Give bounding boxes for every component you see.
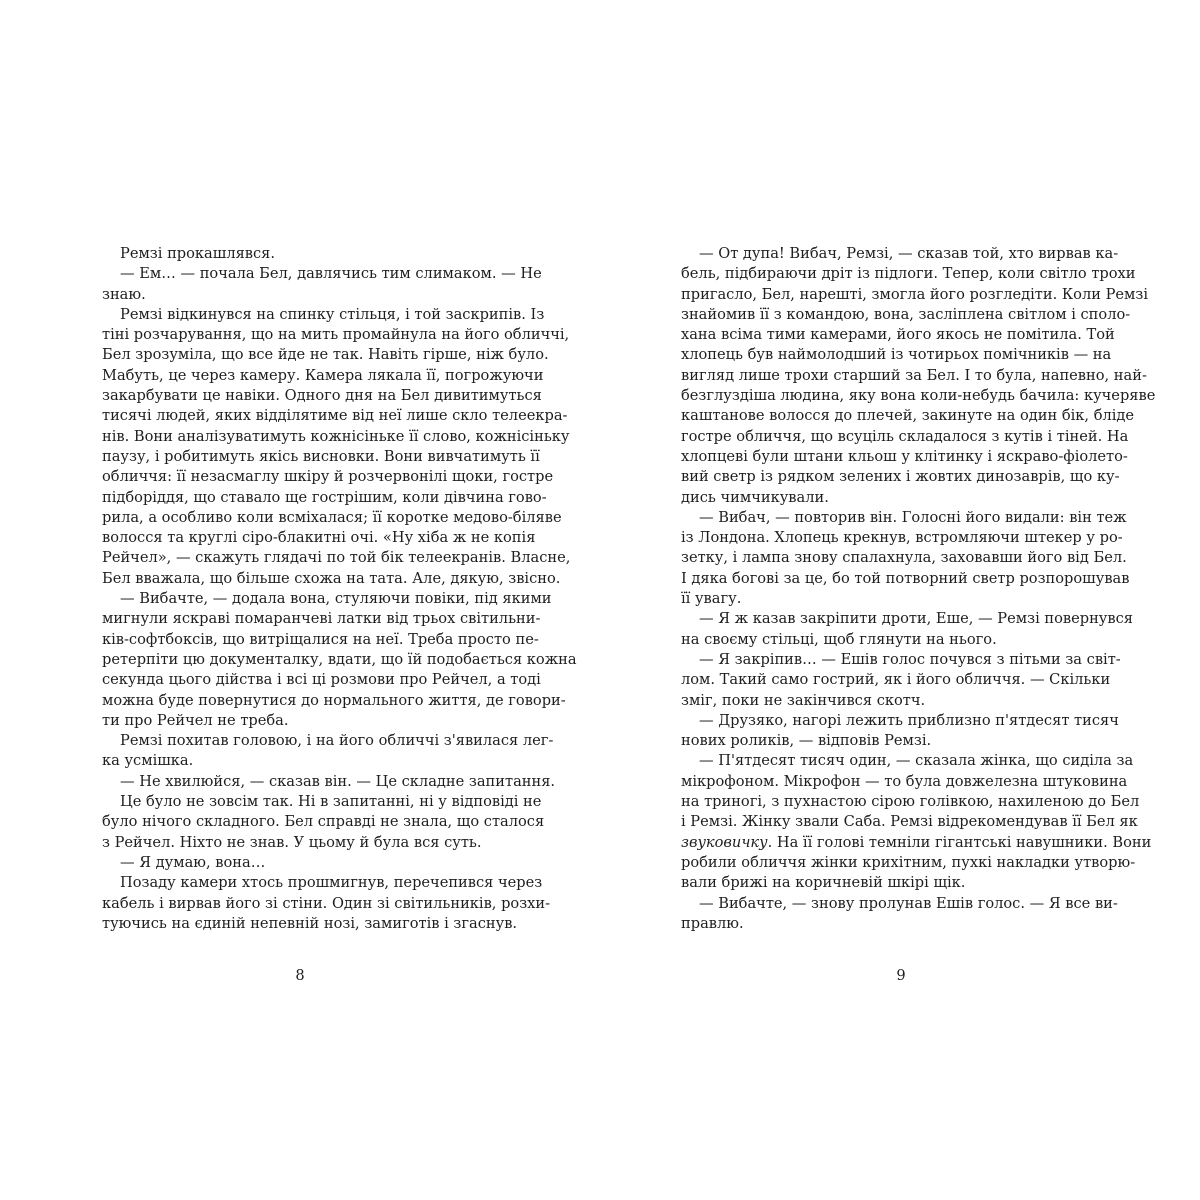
text-line: — Не хвилюйся, — сказав він. — Це складне запитання. <box>120 772 556 790</box>
text-line: мигнули яскраві помаранчеві латки від трьох світильни- <box>102 610 541 628</box>
text-line: тіні розчарування, що на мить промайнула на його обличчі, <box>102 326 570 344</box>
text-line: зміг, поки не закінчився скотч. <box>681 691 926 709</box>
text-line: кабель і вирвав його зі стіни. Один зі світильників, розхи- <box>102 894 551 912</box>
text-line: вий светр із рядком зелених і жовтих динозаврів, що ку- <box>681 468 1120 486</box>
text-line: каштанове волосся до плечей, закинуте на один бік, бліде <box>681 407 1135 425</box>
text-line: ретерпіти цю документалку, вдати, що їй подобається кожна <box>102 650 577 668</box>
text-line: підборіддя, що ставало ще гострішим, коли дівчина гово- <box>102 488 547 506</box>
text-line: — Вибач, — повторив він. Голосні його видали: він теж <box>699 508 1127 526</box>
text-line: нових роликів, — відповів Ремзі. <box>681 732 932 750</box>
text-line: Мабуть, це через камеру. Камера лякала її, погрожуючи <box>102 366 544 384</box>
text-line: було нічого складного. Бел справді не знала, що сталося <box>102 813 545 831</box>
text-line: ка усмішка. <box>102 752 194 770</box>
text-line: — Вибачте, — додала вона, стуляючи повіки, під якими <box>120 590 552 608</box>
text-line: гостре обличчя, що всуціль складалося з кутів і тіней. На <box>681 427 1129 445</box>
text-line: на своєму стільці, щоб глянути на нього. <box>681 630 997 648</box>
text-line: Бел зрозуміла, що все йде не так. Навіть гірше, ніж було. <box>102 346 549 364</box>
text-line: туючись на єдиній непевній нозі, замиготів і згаснув. <box>102 914 518 932</box>
text-line: І дяка богові за це, бо той потворний светр розпорошував <box>681 569 1130 587</box>
text-line: з Рейчел. Ніхто не знав. У цьому й була вся суть. <box>102 833 482 851</box>
text-line: паузу, і робитимуть якісь висновки. Вони вивчатимуть її <box>102 447 540 465</box>
text-line: нів. Вони аналізуватимуть кожнісіньке її слово, кожнісіньку <box>102 427 570 445</box>
right-page-number: 9 <box>896 967 906 984</box>
text-line: секунда цього дійства і всі ці розмови про Рейчел, а тоді <box>102 671 541 689</box>
text-line: лом. Такий само гострий, як і його обличчя. — Скільки <box>681 671 1111 689</box>
text-line: мікрофоном. Мікрофон — то була довжелезна штуковина <box>681 772 1128 790</box>
text-line: — Ем… — почала Бел, давлячись тим слимаком. — Не <box>120 265 542 283</box>
text-line: — От дупа! Вибач, Ремзі, — сказав той, хто вирвав ка- <box>699 245 1119 262</box>
text-line: Бел вважала, що більше схожа на тата. Але, дякую, звісно. <box>102 569 561 587</box>
text-line: — Я ж казав закріпити дроти, Еше, — Ремзі повернувся <box>699 610 1133 628</box>
text-line: — Я думаю, вона… <box>120 853 266 871</box>
left-page-number: 8 <box>295 967 305 984</box>
text-line: хлопцеві були штани кльош у клітинку і яскраво-фіолето- <box>681 447 1128 465</box>
text-line: її увагу. <box>681 590 742 608</box>
text-line: — Я закріпив… — Ешів голос почувся з пітьми за світ- <box>699 650 1121 668</box>
text-line: і Ремзі. Жінку звали Саба. Ремзі відрекомендував її Бел як <box>681 813 1138 831</box>
text-line: пригасло, Бел, нарешті, змогла його розгледіти. Коли Ремзі <box>681 285 1149 303</box>
text-line: бель, підбираючи дріт із підлоги. Тепер, коли світло трохи <box>681 265 1136 283</box>
text-line: робили обличчя жінки крихітним, пухкі накладки утворю- <box>681 853 1136 871</box>
text-line: Позаду камери хтось прошмигнув, перечепився через <box>120 874 543 892</box>
text-line: хана всіма тими камерами, його якось не помітила. Той <box>681 326 1115 344</box>
text-line: тисячі людей, яких відділятиме від неї лише скло телеекра- <box>102 407 568 425</box>
text-line: на триногі, з пухнастою сірою голівкою, нахиленою до Бел <box>681 793 1140 811</box>
text-line: — П'ятдесят тисяч один, — сказала жінка, що сиділа за <box>699 752 1134 770</box>
text-line: вали брижі на коричневій шкірі щік. <box>681 874 966 892</box>
text-line: звуковичку. На її голові темніли гігантські навушники. Вони <box>681 833 1152 851</box>
text-line: із Лондона. Хлопець крекнув, встромляючи штекер у ро- <box>681 529 1123 547</box>
text-line: Ремзі відкинувся на спинку стільця, і той заскрипів. Із <box>120 305 545 323</box>
text-line: закарбувати це навіки. Одного дня на Бел дивитимуться <box>102 387 542 405</box>
text-line: Ремзі похитав головою, і на його обличчі з'явилася лег- <box>120 732 554 750</box>
text-line: знаю. <box>102 285 146 303</box>
left-page-body <box>102 244 577 934</box>
text-line: знайомив її з командою, вона, засліплена світлом і споло- <box>681 305 1131 323</box>
text-line: вигляд лише трохи старший за Бел. І то була, напевно, най- <box>681 366 1147 384</box>
text-line: — Друзяко, нагорі лежить приблизно п'ятдесят тисяч <box>699 711 1119 729</box>
text-line: волосся та круглі сіро-блакитні очі. «Ну хіба ж не копія <box>102 529 536 547</box>
text-line: дись чимчикували. <box>681 488 829 506</box>
text-line: хлопець був наймолодший із чотирьох помічників — на <box>681 346 1112 364</box>
text-line: ків-софтбоксів, що витріщалися на неї. Треба просто пе- <box>102 630 539 648</box>
text-line: Рейчел», — скажуть глядачі по той бік телеекранів. Власне, <box>102 549 571 567</box>
text-line: можна буде повернутися до нормального життя, де говори- <box>102 691 566 709</box>
text-line: Ремзі прокашлявся. <box>120 245 276 262</box>
right-page-body <box>681 244 1156 934</box>
text-line: Це було не зовсім так. Ні в запитанні, ні у відповіді не <box>120 793 542 811</box>
text-line: правлю. <box>681 914 744 932</box>
text-line: рила, а особливо коли всміхалася; її коротке медово-біляве <box>102 508 562 526</box>
text-line: — Вибачте, — знову пролунав Ешів голос. — Я все ви- <box>699 894 1118 912</box>
text-line: ти про Рейчел не треба. <box>102 711 289 729</box>
text-line: зетку, і лампа знову спалахнула, заховавши його від Бел. <box>681 549 1127 567</box>
text-line: безглуздіша людина, яку вона коли-небудь бачила: кучеряве <box>681 387 1156 405</box>
emphasis-text: звуковичку <box>681 833 768 851</box>
text-line: обличчя: її незасмаглу шкіру й розчервонілі щоки, гостре <box>102 468 554 486</box>
